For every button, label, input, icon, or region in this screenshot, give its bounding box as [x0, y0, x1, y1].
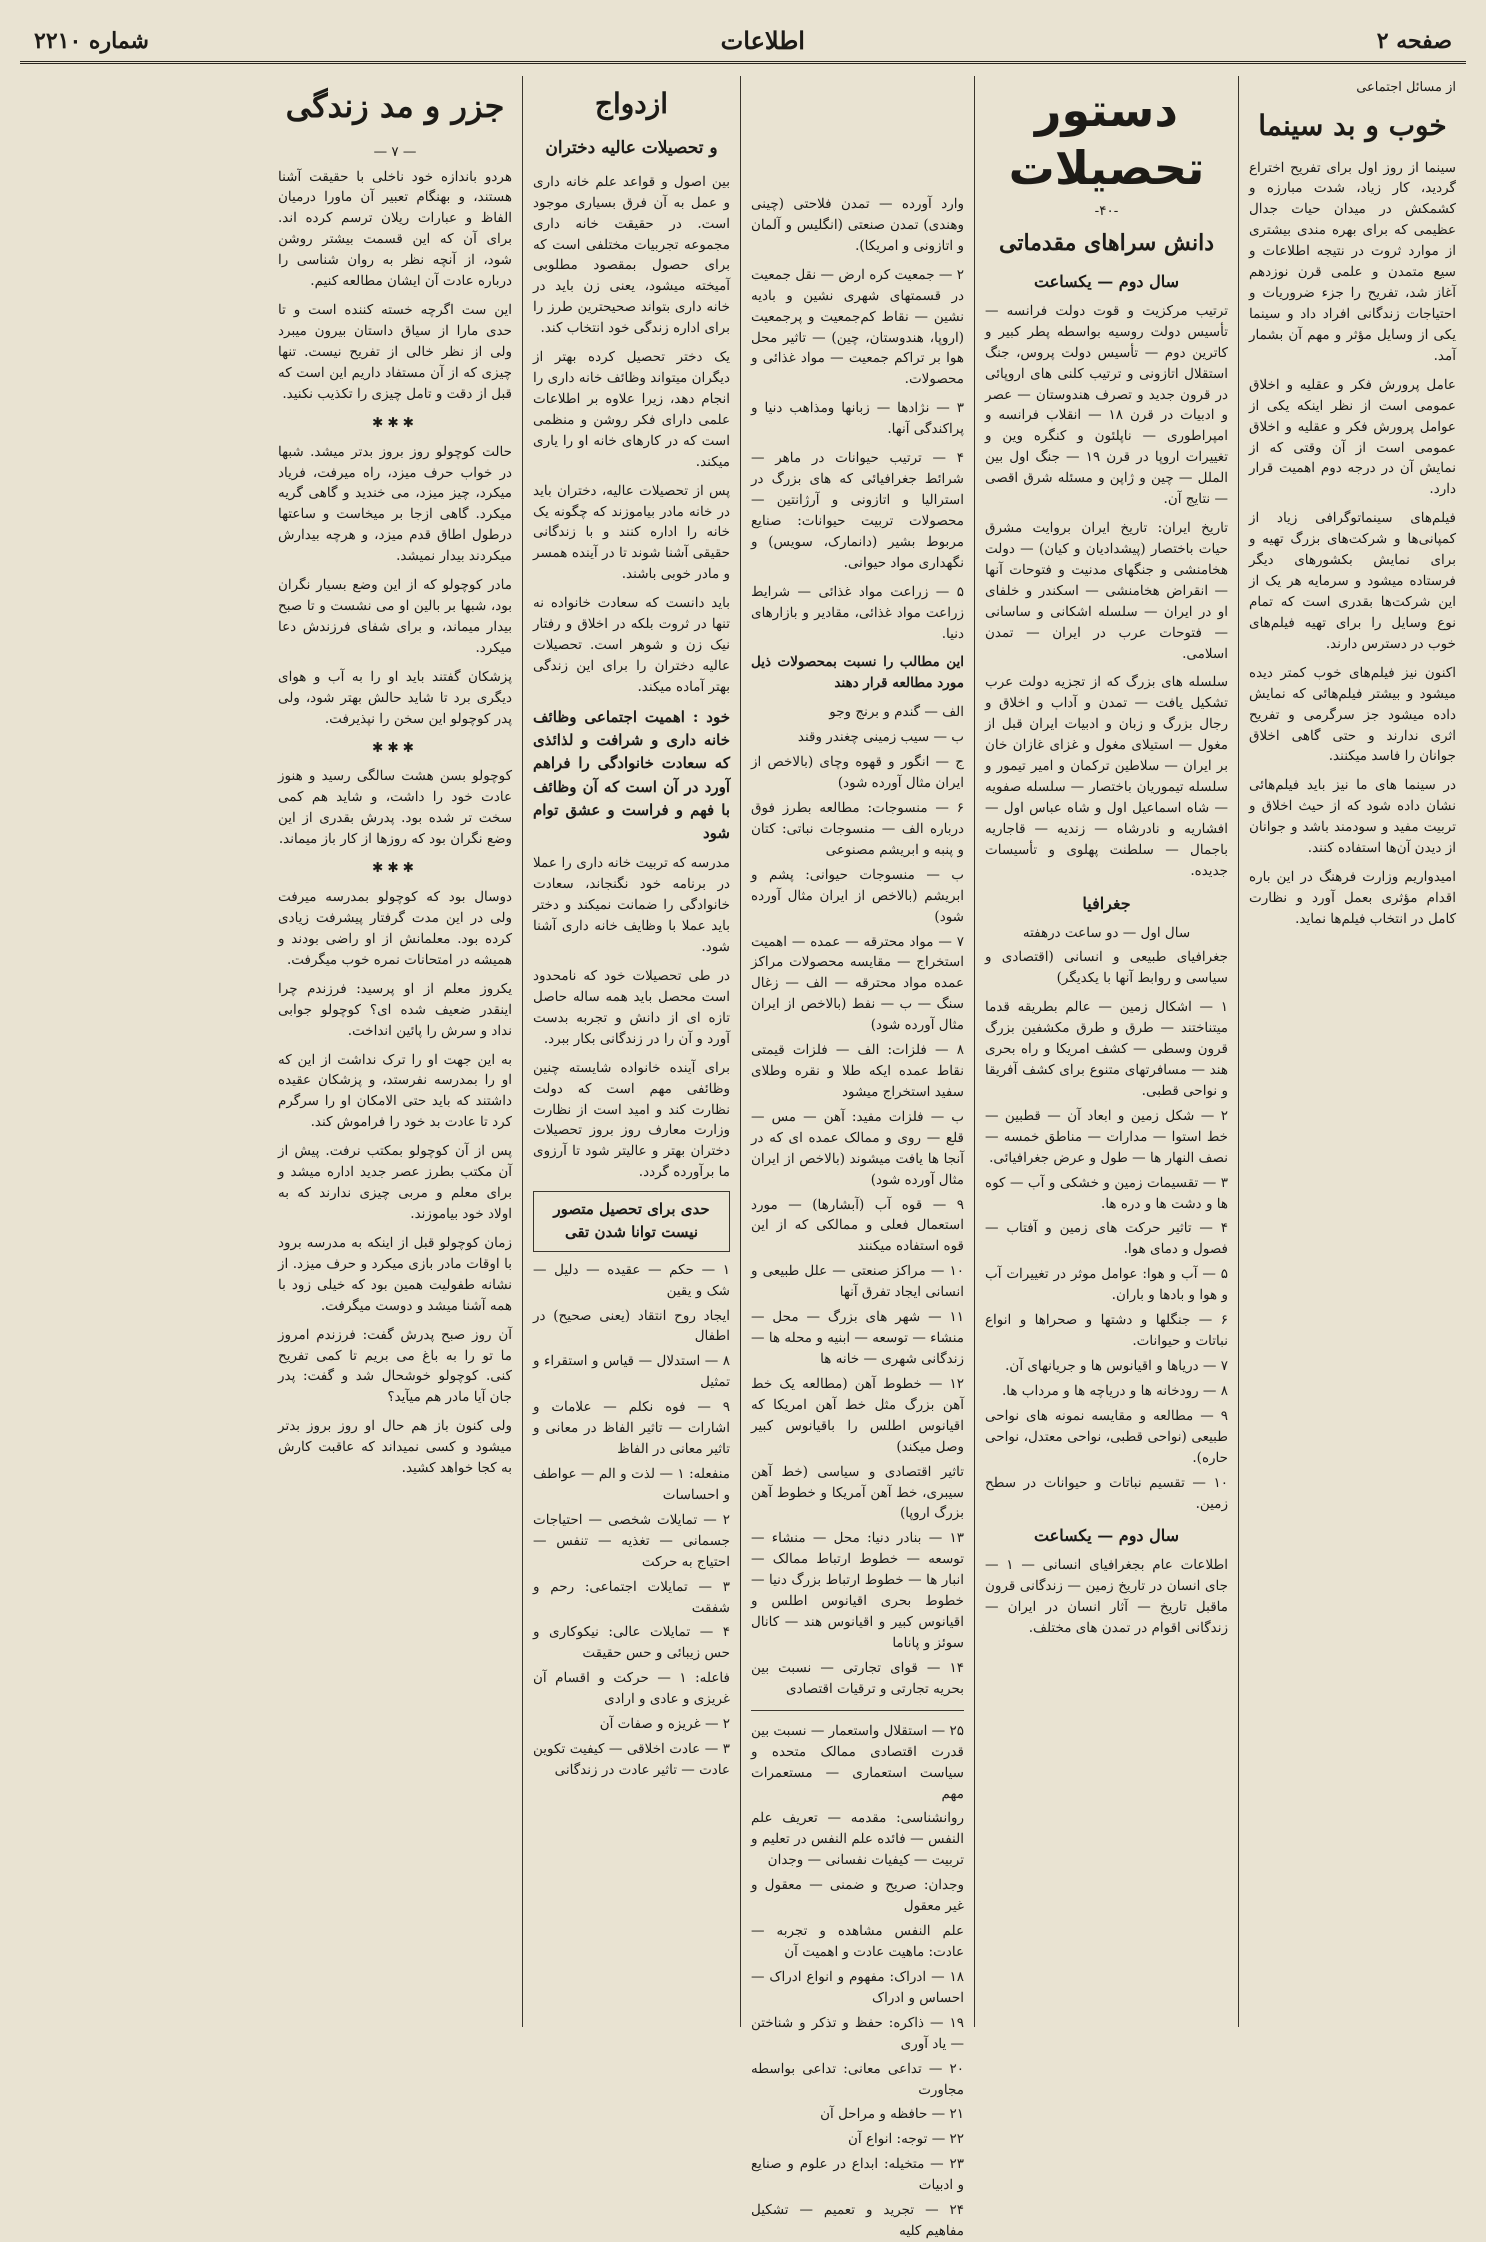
cinema-paragraph: فیلم‌های سینماتوگرافی زیاد از کمپانی‌ها و شرکت‌های بزرگ تهیه و برای نمایش بکشورهای دیگر فرستاده میشود و سرمایه هر یک از این شرکت‌ها بقدری است که تمام نوع وسایل را برای تهیه فیلم‌های خوب در دسترس دارند.	[1249, 510, 1456, 652]
marriage-paragraph: بین اصول و قواعد علم خانه داری و عمل به آن فرق بسیاری موجود است. در حقیقت خانه داری مجموعه تجربیات مختلفی است که برای حصول بمقصود مطلوبی آمیخته میشود، یعنی زن باید در خانه داری بتواند صحیحترین طرز را برای اداره زندگی خود انتخاب کند.	[533, 173, 730, 337]
marriage-list-item: ۴ — تمایلات عالی: نیکوکاری و حس زیبائی و حس حقیقت	[533, 1624, 730, 1662]
geography-item: ۷ — دریاها و اقیانوس ها و جریانهای آن.	[1005, 1358, 1228, 1375]
psychology-item: ۲۴ — تجرید و تعمیم — تشکیل مفاهیم کلیه	[751, 2202, 964, 2240]
life-paragraph: پزشکان گفتند باید او را به آب و هوای دیگری برد تا شاید حالش بهتر شود، ولی پدر کوچولو این سخن را نپذیرفت.	[278, 668, 512, 727]
marriage-list-item: ۸ — استدلال — قیاس و استقراء و تمثیل	[533, 1353, 730, 1391]
study-item: ۷ — مواد محترقه — عمده — اهمیت استخراج — مقایسه محصولات مراکز عمده مواد محترقه — الف — زغال سنگ — ب — نفط (بالاخص از ایران مثال آورده شود)	[751, 933, 964, 1034]
education-article-left	[740, 76, 974, 2240]
life-paragraph: آن روز صبح پدرش گفت: فرزندم امروز ما تو را به باغ می بریم تا کمی تفریح کنی. کوچولو خوشحال شد و گفت: پدر جان آیا مادر هم میآید؟	[278, 1326, 512, 1406]
columns	[20, 76, 1466, 2240]
psychology-item: ۲۰ — تداعی معانی: تداعی بواسطه مجاورت	[751, 2060, 964, 2098]
marriage-list-item: ۹ — فوه نکلم — علامات و اشارات — تاثیر الفاظ در معانی و تاثیر معانی در الفاظ	[533, 1399, 730, 1458]
geography-item: ۱۰ — تقسیم نباتات و حیوانات در سطح زمین.	[985, 1474, 1228, 1512]
education-paragraph: ۲ — جمعیت کره ارض — نقل جمعیت در قسمتهای شهری نشین و بادیه نشین — نقاط کم‌جمعیت و پرجمعیت (اروپا، هندوستان، چین) — تاثیر محل هوا بر تراکم جمعیت — مواد غذائی و محصولات.	[751, 266, 964, 388]
cinema-paragraph: در سینما های ما نیز باید فیلم‌هائی نشان داده شود که از حیث اخلاق و تربیت مفید و سودمند باشد و جوانان از دیدن آن‌ها استفاده کنند.	[1249, 777, 1456, 857]
study-item: ب — سیب زمینی چغندر وقند	[797, 729, 964, 746]
cinema-paragraph: سینما از روز اول برای تفریح اختراع گردید، کار زیاد، شدت مبارزه و کشمکش در میدان حیات جدال عظیمی که برای بهره مندی بیشتری از موارد ثروت در نتیجه اطلاعات و سیع متمدن و علمی قرن نوزدهم آغاز شد، تفریح را جزء ضروریات و احتیاجات زندگانی افراد داد و سینما یکی از وسایل مؤثر و مهم آن بشمار آمد.	[1249, 159, 1456, 364]
marriage-box-title: حدی برای تحصیل متصور نیست توانا شدن تقی	[533, 1191, 730, 1252]
cinema-paragraph: عامل پرورش فکر و عقلیه و اخلاق عمومی است از نظر اینکه یکی از عوامل پرورش فکر و عقلیه و اخلاق عمومی است از آن وقتی که از نمایش آن در درجه دوم اهمیت قرار دارد.	[1249, 376, 1456, 498]
education-paragraph: ترتیب مرکزیت و قوت دولت فرانسه — تأسیس دولت روسیه بواسطه پطر کبیر و کاترین دوم — تأسیس دولت پروس، جنگ استقلال اتازونی و ترتیب کلنی های اروپائی در قرون جدید و تصرف هندوستان — عصر و ادبیات در قرن ۱۸ — انقلاب فرانسه و امپراطوری — ناپلئون و کنگره وین و تغییرات اروپا در قرن ۱۹ — جنگ اول بین الملل — چین و ژاپن و مسئله شرق اقصی — نتایج آن.	[985, 302, 1229, 508]
study-item: ۸ — فلزات: الف — فلزات قیمتی نقاط عمده ایکه طلا و نقره وطلای سفید استخراج میشود	[751, 1042, 964, 1100]
newspaper-page	[20, 20, 1466, 2240]
life-paragraph: این ست اگرچه خسته کننده است و تا حدی مارا از سیاق داستان بیرون میبرد ولی از نظر خالی از تفریح نیست. تنها چیزی که از آن مستفاد داریم این است که قبل از دقت و تامل چیزی را تکذیب نکنید.	[278, 302, 512, 402]
education-paragraph: ۵ — زراعت مواد غذائی — شرایط زراعت مواد غذائی، مقادیر و بازارهای دنیا.	[751, 583, 964, 642]
page-number: صفحه ۲	[1376, 27, 1452, 54]
life-paragraph: پس از آن کوچولو بمکتب نرفت. پیش از آن مکتب بطرز عصر جدید اداره میشد و برای معلم و مربی چیزی ندارند که به اولاد خود بیاموزند.	[278, 1143, 512, 1222]
marriage-paragraph: برای آینده خانواده شایسته چنین وظائفی مهم است که دولت نظارت کند و امید است از نظارت وزارت معارف روز بروز تحصیلات دختران بهتر و عالیتر شود تا آرزوی ما برآورده گردد.	[533, 1059, 730, 1181]
marriage-list-item: ایجاد روح انتقاد (یعنی صحیح) در اطفال	[533, 1307, 730, 1345]
study-item: ۱۲ — خطوط آهن (مطالعه یک خط آهن بزرگ مثل خط آهن امریکا که اقیانوس اطلس را باقیانوس کبیر وصل میکند)	[751, 1375, 964, 1455]
life-paragraph: زمان کوچولو قبل از اینکه به مدرسه برود با اوقات مادر بازی میکرد و حرف میزد. از نشانه طفولیت همین بود که خیلی زود با همه آشنا میشد و دوست میگرفت.	[278, 1234, 512, 1314]
study-item: ب — منسوجات حیوانی: پشم و ابریشم (بالاخص از ایران مثال آورده شود)	[751, 866, 964, 925]
psychology-item: ۲۳ — متخیله: ابداع در علوم و صنایع و ادبیات	[751, 2156, 964, 2194]
marriage-list-item: ۱ — حکم — عقیده — دلیل — شک و یقین	[533, 1261, 730, 1299]
title-spacer	[751, 76, 964, 194]
education-paragraph: وارد آورده — تمدن فلاحتی (چینی وهندی) تمدن صنعتی (انگلیس و آلمان و اتازونی و امریکا).	[751, 196, 964, 254]
study-item: ۹ — قوه آب (آبشارها) — مورد استعمال فعلی و ممالکی که از این قوه استفاده میکنند	[751, 1196, 964, 1255]
study-item: ۱۳ — بنادر دنیا: محل — منشاء — توسعه — خطوط ارتباط ممالک — انبار ها — خطوط ارتباط بزرگ دنیا — خطوط بحری اقیانوس اطلس و اقیانوس کبیر و اقیانوس هند — کانال سوئز و پاناما	[751, 1530, 964, 1651]
marriage-paragraph: باید دانست که سعادت خانواده نه تنها در ثروت بلکه در اخلاق و رفتار نیک زن و شوهر است. تحصیلات عالیه دختران را برای این زندگی بهتر آماده میکند.	[533, 595, 730, 695]
life-paragraph: به این جهت او را ترک نداشت از این که او را بمدرسه نفرستد، و پزشکان عقیده داشتند که باید حتی الامکان او را سرگرم کرد تا عادت بد خود را فراموش کند.	[278, 1051, 512, 1131]
divider	[751, 1710, 964, 1711]
study-head: این مطالب را نسبت بمحصولات ذیل مورد مطالعه قرار دهند	[751, 654, 964, 692]
education-article-right	[974, 76, 1238, 2027]
study-item: ج — انگور و قهوه وچای (بالاخص از ایران مثال آورده شود)	[751, 754, 964, 792]
study-item: ۱۱ — شهر های بزرگ — محل — منشاء — توسعه — ابنیه و محله ها — زندگانی شهری — خانه ها	[751, 1309, 964, 1368]
masthead	[20, 20, 1466, 64]
life-paragraph: حالت کوچولو روز بروز بدتر میشد. شبها در خواب حرف میزد، راه میرفت، فریاد میکرد، چیز میزد، می خندید و گاهی گریه میکرد. گاهی ازجا بر میخاست و ساعتها درطول اطاق قدم میزد، و هرچه بیدارش میکردند بیدار نمیشد.	[278, 443, 512, 565]
life-paragraph: ولی کنون باز هم حال او روز بروز بدتر میشود و کسی نمیداند که عاقبت کارش به کجا خواهد کشید.	[278, 1418, 512, 1477]
marriage-subtitle: و تحصیلات عالیه دختران	[545, 138, 718, 159]
psychology-item: ۱۸ — ادراک: مفهوم و انواع ادراک — احساس و ادراک	[751, 1968, 964, 2006]
geography-item: ۱ — اشکال زمین — عالم بطریقه قدما میتناختند — طرق و طرق مکشفین بزرگ قرون وسطی — کشف امریکا و راه بحری هند — مسافرتهای متنوع برای کشف آفریقا و نواحی قطبی.	[985, 999, 1228, 1099]
psychology-item: ۲۵ — استقلال واستعمار — نسبت بین قدرت اقتصادی ممالک متحده و سیاست استعماری — مستعمرات مهم	[751, 1722, 964, 1802]
section-stars: ✱✱✱	[372, 860, 418, 877]
geography-item: ۸ — رودخانه ها و دریاچه ها و مرداب ها.	[1001, 1382, 1228, 1399]
life-paragraph: هردو باندازه خود ناخلی با حقیقت آشنا هستند، و بهنگام تعبیر آن ماورا درمیان الفاظ و عبارات ریلان ترسم کرده اند. برای آن که این قسمت بیشتر روشن شود، از آنچه نظر به روان شناسی را درباره عادت آن ایشان مطالعه کنیم.	[278, 168, 512, 290]
issue-number: شماره ۲۲۱۰	[34, 27, 149, 54]
cinema-kicker: از مسائل اجتماعی	[1356, 80, 1456, 95]
geography-year-2-text: اطلاعات عام بجغرافیای انسانی — ۱ — جای انسان در تاریخ زمین — زندگانی قرون ماقبل تاریخ — آثار انسان در ایران — زندگانی اقوام در تمدن های مختلف.	[985, 1557, 1228, 1637]
section-stars: ✱✱✱	[372, 739, 418, 756]
psychology-item: علم النفس مشاهده و تجربه — عادت: ماهیت عادت و اهمیت آن	[751, 1923, 964, 1960]
geography-head: جغرافیا	[1082, 893, 1131, 913]
marriage-list-item: ۳ — عادت اخلاقی — کیفیت تکوین عادت — تاثیر عادت در زندگانی	[533, 1741, 730, 1778]
psychology-item: ۲۲ — توجه: انواع آن	[848, 2131, 964, 2148]
psychology-item: ۲۱ — حافظه و مراحل آن	[820, 2106, 964, 2123]
geography-item: ۶ — جنگلها و دشتها و صحراها و انواع نباتات و حیوانات.	[985, 1312, 1228, 1350]
education-episode: -۴۰-	[1094, 203, 1119, 219]
marriage-paragraph: یک دختر تحصیل کرده بهتر از دیگران میتواند وظائف خانه داری را انجام دهد، زیرا علاوه بر اطلاعات علمی دارای فکر روشن و منظمی است که در کارهای خانه او را یاری میکند.	[533, 349, 730, 470]
cinema-paragraph: امیدواریم وزارت فرهنگ در این باره اقدام مؤثری بعمل آورد و نظارت کامل در انتخاب فیلم‌ها نماید.	[1249, 869, 1456, 927]
life-paragraph: کوچولو بسن هشت سالگی رسید و هنوز عادت خود را داشت، و شاید هم کمی سخت تر شده بود. پدرش بقدری از این وضع نگران بود که روزها از کار باز میماند.	[278, 768, 512, 848]
marriage-list-item: ۳ — تمایلات اجتماعی: رحم و شفقت	[533, 1578, 730, 1616]
psychology-item: ۱۹ — ذاکره: حفظ و تذکر و شناختن — یاد آوری	[751, 2014, 964, 2052]
life-article	[268, 76, 522, 2027]
marriage-paragraph: پس از تحصیلات عالیه، دختران باید در خانه مادر بیاموزند که چگونه یک خانه را اداره کنند و با زندگانی حقیقی آشنا شوند تا در آینده همسر و مادر خوبی باشند.	[533, 482, 730, 583]
life-paragraph: مادر کوچولو که از این وضع بسیار نگران بود، شبها بر بالین او می نشست و تا صبح بیدار میماند، و برای شفای فرزندش دعا میکرد.	[278, 577, 512, 656]
marriage-bold-paragraph: خود : اهمیت اجتماعی وظائف خانه داری و شرافت و لذائذی که سعادت خانوادگی را فراهم آورد در آن است که آن وظائف با فهم و فراست و عشق توام شود	[533, 707, 730, 843]
marriage-list-item: ۲ — تمایلات شخصی — احتیاجات جسمانی — تغذیه — تنفس — احتیاج به حرکت	[533, 1511, 730, 1570]
life-paragraph: یکروز معلم از او پرسید: فرزندم چرا اینقدر ضعیف شده ای؟ کوچولو جوابی نداد و سرش را پائین انداخت.	[278, 980, 512, 1039]
marriage-paragraph: مدرسه که تربیت خانه داری را عملا در برنامه خود نگنجاند، سعادت خانوادگی را ضمانت نمیکند و دختر باید عملا با وظایف خانه داری آشنا شود.	[533, 855, 730, 956]
paper-name: اطلاعات	[720, 26, 805, 55]
education-paragraph: ۴ — ترتیب حیوانات در ماهر — شرائط جغرافیائی که های بزرگ در استرالیا و اتازونی و آرژانتین — محصولات تربیت حیوانات: صنایع مربوط بشیر (دانمارک، سویس) و نگهداری مواد حیوانی.	[751, 450, 964, 571]
marriage-article	[522, 76, 740, 2027]
geography-year-2: سال دوم — یکساعت	[1033, 1526, 1180, 1546]
psychology-item: وجدان: صریح و ضمنی — معقول و غیر معقول	[751, 1877, 964, 1915]
study-item: الف — گندم و برنج وجو	[829, 704, 964, 721]
geography-year: سال اول — دو ساعت درهفته	[1022, 924, 1191, 941]
education-subtitle: دانش سراهای مقدماتی	[998, 229, 1214, 256]
geography-item: ۲ — شکل زمین و ابعاد آن — قطبین — خط استوا — مدارات — مناطق خمسه — نصف النهار ها — طول و عرض جغرافیائی.	[985, 1107, 1228, 1166]
geography-item: ۴ — تاثیر حرکت های زمین و آفتاب — فصول و دمای هوا.	[985, 1220, 1228, 1258]
cinema-paragraph: اکنون نیز فیلم‌های خوب کمتر دیده میشود و بیشتر فیلم‌هائی که نمایش داده میشود جز سرگرمی و تفریح اثری ندارند و حتی گاهی اخلاق جوانان را فاسد میکنند.	[1249, 664, 1456, 765]
study-item: ۱۴ — قوای تجارتی — نسبت بین بحریه تجارتی و ترقیات اقتصادی	[751, 1659, 964, 1697]
geography-item: ۳ — تقسیمات زمین و خشکی و آب — کوه ها و دشت ها و دره ها.	[985, 1174, 1228, 1212]
marriage-title: ازدواج	[594, 87, 669, 120]
cinema-article	[1238, 76, 1466, 2027]
marriage-list-item: فاعله: ۱ — حرکت و اقسام آن غریزی و عادی و ارادی	[533, 1670, 730, 1708]
study-item: ۶ — منسوجات: مطالعه بطرز فوق درباره الف — منسوجات نباتی: کتان و پنبه و ابریشم مصنوعی	[751, 799, 964, 858]
education-paragraph: ۳ — نژادها — زبانها ومذاهب دنیا و پراکندگی آنها.	[751, 400, 964, 438]
cinema-title: خوب و بد سینما	[1258, 109, 1447, 143]
education-paragraph: تاریخ ایران: تاریخ ایران بروایت مشرق حیات باختصار (پیشدادیان و کیان) — دولت هخامنشی و جنگهای مدنیت و فتوحات آنها — انقراض هخامنشی — اسکندر و خلفای او در ایران — سلسله اشکانی و ساسانی — فتوحات عرب در ایران — تمدن اسلامی.	[985, 520, 1228, 662]
education-paragraph: سلسله های بزرگ که از تجزیه دولت عرب تشکیل یافت — تمدن و آداب و اخلاق و رجال بزرگ و زبان و ادبیات ایران قبل از مغول — استیلای مغول و غزای غازان خان بر ایران — سلاطین ترکمان و امیر تیمور و سلسله تیموریان باختصار — سلسله صفویه — شاه اسماعیل اول و شاه عباس اول — افشاریه و نادرشاه — زندیه — قاجاریه باجمال — سلطنت پهلوی و تأسیسات جدیده.	[985, 674, 1228, 879]
marriage-paragraph: در طی تحصیلات خود که نامحدود است محصل باید همه ساله حاصل تازه ای از دانش و تجربه بدست آورد و آن را در زندگانی بکار ببرد.	[533, 967, 730, 1047]
geography-intro: جغرافیای طبیعی و انسانی (اقتصادی و سیاسی و روابط آنها با یکدیگر)	[985, 949, 1228, 987]
life-title: جزر و مد زندگی	[285, 87, 505, 125]
marriage-list-item: منفعله: ۱ — لذت و الم — عواطف و احساسات	[533, 1465, 730, 1503]
study-item: ب — فلزات مفید: آهن — مس — قلع — روی و ممالک عمده ای که در آنجا ها یافت میشوند (بالاخص از ایران مثال آورده شود)	[751, 1108, 964, 1188]
geography-item: ۹ — مطالعه و مقایسه نمونه های نواحی طبیعی (نواحی قطبی، نواحی معتدل، نواحی حاره).	[985, 1407, 1228, 1466]
section-stars: ✱✱✱	[372, 414, 418, 431]
marriage-list-item: ۲ — غریزه و صفات آن	[599, 1716, 730, 1733]
life-episode: — ۷ —	[373, 143, 417, 160]
education-title: دستور تحصیلات	[1008, 83, 1205, 195]
study-item: تاثیر اقتصادی و سیاسی (خط آهن سیبری، خط آهن آمریکا و خطوط آهن بزرگ اروپا)	[751, 1463, 964, 1522]
study-item: ۱۰ — مراکز صنعتی — علل طبیعی و انسانی ایجاد تفرق آنها	[751, 1263, 964, 1301]
psychology-item: روانشناسی: مقدمه — تعریف علم النفس — فائده علم النفس در تعلیم و تربیت — کیفیات نفسانی — وجدان	[751, 1810, 964, 1869]
life-paragraph: دوسال بود که کوچولو بمدرسه میرفت ولی در این مدت گرفتار پیشرفت زیادی کرده بود. معلمانش از او راضی بودند و همیشه در امتحانات نمره خوب میگرفت.	[278, 889, 512, 968]
education-year-label: سال دوم — یکساعت	[1033, 272, 1180, 292]
geography-item: ۵ — آب و هوا: عوامل موثر در تغییرات آب و هوا و بادها و باران.	[985, 1266, 1228, 1304]
